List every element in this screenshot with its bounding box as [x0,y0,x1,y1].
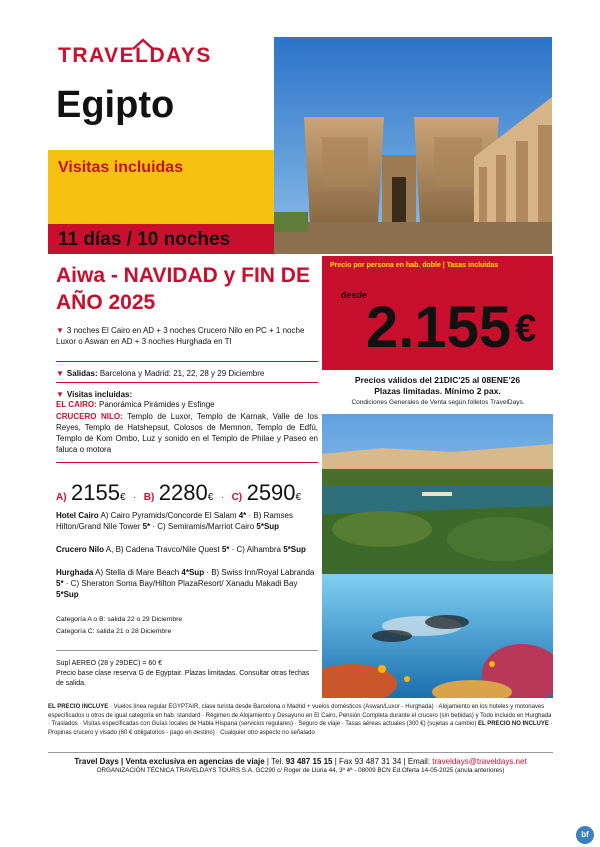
visits-cairo-label: EL CAIRO: [56,400,97,409]
hotels-nile: Crucero Nilo A, B) Cadena Travco/Nile Quest 5* · C) Alhambra 5*Sup [56,545,306,554]
hotels-cairo-a-cat: 4* [238,511,247,520]
hotels-hurghada-b-cat: 5* [56,579,64,588]
divider [56,382,318,383]
departures-label: Salidas: [66,369,98,378]
validity-conditions: Condiciones Generales de Venta según folletos TravelDays. [351,399,525,406]
hotels-hurghada-c: C) Sheraton Soma Bay/Hilton PlazaResort/ Xanadu Makadi Bay [70,579,298,588]
fare-note: Precio base clase reserva G de Egyptair. Plazas limitadas. Consultar otras fechas de salida. [56,670,310,687]
option-c-price: 2590 [246,480,296,505]
hotels-nile-ab: A, B) Cadena Travco/Nile Quest [105,545,220,554]
price-amount [366,294,536,361]
option-b-price: 2280 [158,480,208,505]
departures-text: Barcelona y Madrid: 21, 22, 28 y 29 Diciembre [99,369,265,378]
hotels-hurghada-c-cat: 5*Sup [56,590,79,599]
logo-wing-icon [132,38,154,50]
option-prices [56,480,301,506]
hotels-hurghada: Hurghada A) Stella di Mare Beach 4*Sup · B) Swiss Inn/Royal Labranda 5* · C) Sheraton Soma Bay/Hilton PlazaResort/ Xanadu Makadi Bay 5*Sup [56,568,315,599]
price-value: 2.155 [366,295,512,360]
price-from-label: desde [341,290,368,300]
hotels-cairo-b-cat: 5* [142,522,151,531]
hotels-cairo-c-cat: 5*Sup [256,522,280,531]
option-b-label: B) [143,492,155,503]
visits-cruise-label: CRUCERO NILO: [56,412,123,421]
visits-cruise [56,411,318,455]
separator-dot: · [132,492,137,503]
includes-label: EL PRECIO INCLUYE [48,704,109,710]
nile-photo [322,414,553,574]
visits-heading-text: Visitas incluidas: [66,390,133,399]
visits-cruise-text: Templo de Luxor, Templo de Karnak, Valle de los Reyes, Templo de Hatshepsut, Colosos de Memnon, Templo de Edfú, Templo de Kom Ombo, Luz y sonido en el Templo de Philae y Paseo en faluca o motora [56,412,318,454]
hotels-cairo-b: B) Ramses Hilton/Grand Nile Tower [56,511,293,531]
hotels-nile-label: Crucero Nilo [56,545,105,554]
hotels-cairo-c: C) Semiramis/Marriot Cairo [157,522,255,531]
hotels-cairo-label: Hotel Cairo [56,511,99,520]
option-a-label: A) [56,492,67,503]
price-currency: € [515,308,537,350]
visits-cairo [56,399,318,410]
departures [56,368,318,379]
contact-fax: | Fax 93 487 31 34 | Email: [334,757,431,766]
excludes-text: · Propinas crucero y visado (60 € obligatorios - pago en destino) · Cualquier otro aspecto no señalado [48,721,553,736]
trip-title: Aiwa - NAVIDAD y FIN DE AÑO 2025 [56,264,310,314]
page-title: Egipto [56,84,175,126]
itinerary-nights [56,325,318,347]
includes-text: · Vuelos línea regular EGYPTAIR, clase turista desde Barcelona o Madrid + vuelos domésticos (Aswan/Luxor - Hurghada) · Alojamiento en los hoteles y motonaves especificados u otros de igual categoría en hab. standard · Régimen de Alojamiento y Desayuno en El Cairo, Pensión Completa durante el crucero (sin bebidas) y Todo incluido en Hurghada · Traslados · Visitas especificadas con Guías locales de Habla Hispana (servicios regulares) · Seguro de viaje · Tasas aéreas actuales (300 €) (sujetas a cambio) [48,704,552,728]
temple-photo [274,37,552,254]
category-ab: Categoría A o B: salida 22 o 29 Diciembre [56,616,183,623]
option-a-currency: € [119,492,126,503]
hotels-hurghada-b: B) Swiss Inn/Royal Labranda [211,568,315,577]
reef-photo [322,574,553,698]
contact-line [48,757,553,766]
triangle-bullet-icon: ▼ [56,390,64,399]
excludes-label: EL PRECIO NO INCLUYE [478,721,549,728]
contact-tel-label: | Tel. [266,757,284,766]
contact-tel[interactable]: 93 487 15 15 [285,757,333,766]
option-b-currency: € [207,492,214,503]
hotels-hurghada-a-cat: 4*Sup [181,568,205,577]
divider [56,361,318,362]
divider [48,752,553,753]
option-c-currency: € [295,492,302,503]
hotels-hurghada-label: Hurghada [56,568,94,577]
divider [56,462,318,463]
hotels-hurghada-a: A) Stella di Mare Beach [95,568,180,577]
price-conditions [48,703,553,737]
contact-company: Travel Days | Venta exclusiva en agencias de viaje [74,757,265,766]
visits-included-label: Visitas incluidas [58,159,184,176]
visits-cairo-text: Panorámica Pirámides y Esfinge [98,400,215,409]
contact-email-link[interactable]: traveldays@traveldays.net [432,757,527,766]
duration-label: 11 días / 10 noches [58,229,231,250]
air-supplement: Supl AEREO (28 y 29DEC) = 60 € [56,660,163,667]
option-c-label: C) [231,492,243,503]
hotels-cairo: Hotel Cairo A) Cairo Pyramids/Concorde El Salam 4* · B) Ramses Hilton/Grand Nile Tower 5* · C) Semiramis/Marriot Cairo 5*Sup [56,511,293,531]
option-a-price: 2155 [71,480,120,505]
hotels-nile-ab-cat: 5* [221,545,230,554]
organization-line: ORGANIZACIÓN TÉCNICA TRAVELDAYS TOURS S.A. GC290 c/ Roger de Llúria 44, 3º 4ª - 08009 BCN Ed.Oferta 14-05-2025 (anula anteriores) [96,767,505,774]
validity-dates: Precios válidos del 21DIC'25 al 08ENE'26 [354,375,521,385]
divider [56,650,318,651]
category-c: Categoría C: salida 21 o 28 Diciembre [56,628,172,635]
traveldays-logo: TRAVELDAYS [58,44,212,67]
itinerary-nights-text: 3 noches El Cairo en AD + 3 noches Crucero Nilo en PC + 1 noche Luxor o Aswan en AD + 3 noches Hurghada en TI [56,326,305,346]
triangle-bullet-icon: ▼ [56,369,64,378]
bf-badge-icon: bf [576,826,594,844]
separator-dot: · [220,492,225,503]
hotels-cairo-a: A) Cairo Pyramids/Concorde El Salam [100,511,237,520]
hotels-nile-c-cat: 5*Sup [283,545,306,554]
hotels-nile-c: C) Alhambra [236,545,281,554]
price-note: Precio por persona en hab. doble | Tasas incluidas [330,262,499,269]
triangle-bullet-icon: ▼ [56,326,64,335]
validity-seats: Plazas limitadas. Mínimo 2 pax. [374,386,501,396]
